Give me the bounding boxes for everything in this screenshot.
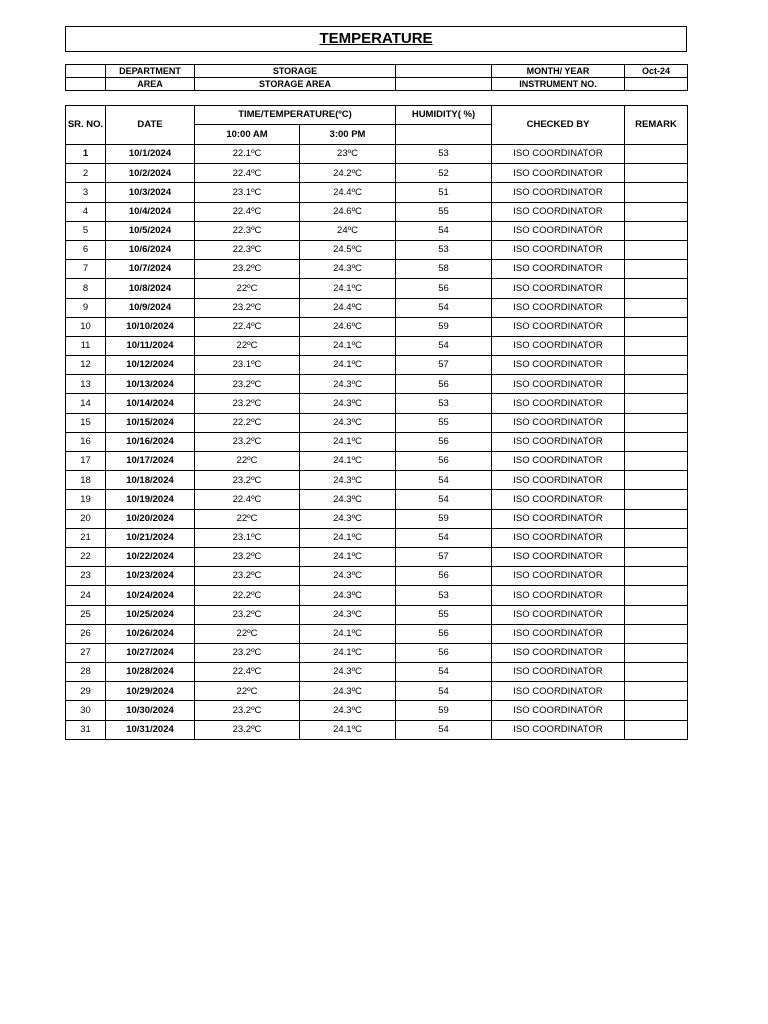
month-year-value[interactable]: Oct-24 [625,65,688,78]
date-cell: 10/16/2024 [106,432,195,451]
temp-pm-cell[interactable]: 24.1ºC [300,624,396,643]
checked-by-cell: ISO COORDINATOR [492,183,625,202]
checked-by-header: CHECKED BY [492,106,625,145]
date-cell: 10/27/2024 [106,643,195,662]
checked-by-cell: ISO COORDINATOR [492,452,625,471]
remark-cell[interactable] [625,567,688,586]
humidity-cell[interactable]: 59 [396,509,492,528]
humidity-cell[interactable]: 56 [396,432,492,451]
temp-am-cell[interactable]: 23.2ºC [195,720,300,739]
area-label: AREA [106,78,195,91]
remark-cell[interactable] [625,145,688,164]
checked-by-cell: ISO COORDINATOR [492,605,625,624]
temp-pm-cell[interactable]: 24.6ºC [300,317,396,336]
table-row [66,643,688,662]
sr-no-cell: 6 [66,240,106,259]
date-cell: 10/26/2024 [106,624,195,643]
log-body [66,145,688,740]
humidity-cell[interactable]: 57 [396,547,492,566]
temp-pm-cell[interactable]: 24.3ºC [300,567,396,586]
humidity-cell[interactable]: 54 [396,471,492,490]
checked-by-cell: ISO COORDINATOR [492,471,625,490]
humidity-cell[interactable]: 56 [396,279,492,298]
table-row [66,356,688,375]
table-row [66,547,688,566]
sr-no-cell: 25 [66,605,106,624]
temp-pm-cell[interactable]: 23ºC [300,145,396,164]
info-row-area [66,78,688,91]
temp-pm-cell[interactable]: 24.1ºC [300,720,396,739]
remark-cell[interactable] [625,528,688,547]
table-row [66,663,688,682]
humidity-cell[interactable]: 58 [396,260,492,279]
temp-am-cell[interactable]: 23.2ºC [195,643,300,662]
checked-by-cell: ISO COORDINATOR [492,279,625,298]
temp-am-cell[interactable]: 22.4ºC [195,663,300,682]
humidity-cell[interactable]: 54 [396,720,492,739]
humidity-header: HUMIDITY( %) [396,106,492,125]
checked-by-cell: ISO COORDINATOR [492,720,625,739]
date-cell: 10/5/2024 [106,221,195,240]
date-cell: 10/20/2024 [106,509,195,528]
temp-pm-cell[interactable]: 24.1ºC [300,336,396,355]
temp-am-cell[interactable]: 23.2ºC [195,298,300,317]
temp-pm-cell[interactable]: 24.3ºC [300,490,396,509]
remark-cell[interactable] [625,375,688,394]
table-row [66,701,688,720]
humidity-cell[interactable]: 53 [396,240,492,259]
temp-am-cell[interactable]: 22.4ºC [195,164,300,183]
date-cell: 10/4/2024 [106,202,195,221]
date-cell: 10/24/2024 [106,586,195,605]
table-row [66,202,688,221]
sr-no-header: SR. NO. [66,106,106,145]
remark-cell[interactable] [625,643,688,662]
info-row-department [66,65,688,78]
checked-by-cell: ISO COORDINATOR [492,356,625,375]
checked-by-cell: ISO COORDINATOR [492,509,625,528]
header-row [66,106,688,125]
temp-am-cell[interactable]: 22.1ºC [195,145,300,164]
temp-pm-cell[interactable]: 24.3ºC [300,586,396,605]
sr-no-cell: 3 [66,183,106,202]
page-title: TEMPERATURE [319,30,433,47]
pm-header: 3:00 PM [300,125,396,145]
table-row [66,471,688,490]
checked-by-cell: ISO COORDINATOR [492,375,625,394]
sr-no-cell: 18 [66,471,106,490]
temp-am-cell[interactable]: 23.2ºC [195,567,300,586]
sr-no-cell: 21 [66,528,106,547]
temp-am-cell[interactable]: 22ºC [195,682,300,701]
date-cell: 10/9/2024 [106,298,195,317]
sr-no-cell: 29 [66,682,106,701]
temp-am-cell[interactable]: 23.1ºC [195,183,300,202]
checked-by-cell: ISO COORDINATOR [492,643,625,662]
temp-am-cell[interactable]: 22ºC [195,279,300,298]
checked-by-cell: ISO COORDINATOR [492,260,625,279]
date-cell: 10/19/2024 [106,490,195,509]
table-row [66,509,688,528]
table-row [66,682,688,701]
info-blank-cell [396,78,492,91]
remark-cell[interactable] [625,720,688,739]
temp-am-cell[interactable]: 23.2ºC [195,375,300,394]
table-row [66,567,688,586]
temp-pm-cell[interactable]: 24.3ºC [300,605,396,624]
area-value[interactable]: STORAGE AREA [195,78,396,91]
temp-am-cell[interactable]: 22.2ºC [195,413,300,432]
remark-cell[interactable] [625,452,688,471]
humidity-cell[interactable]: 54 [396,663,492,682]
humidity-cell[interactable]: 56 [396,643,492,662]
temp-am-cell[interactable]: 23.2ºC [195,432,300,451]
date-cell: 10/7/2024 [106,260,195,279]
temp-am-cell[interactable]: 22.2ºC [195,586,300,605]
table-row [66,413,688,432]
info-blank-cell [66,78,106,91]
humidity-cell[interactable]: 56 [396,375,492,394]
remark-cell[interactable] [625,471,688,490]
temp-pm-cell[interactable]: 24.3ºC [300,471,396,490]
checked-by-cell: ISO COORDINATOR [492,624,625,643]
instrument-no-label: INSTRUMENT NO. [492,78,625,91]
sr-no-cell: 1 [66,145,106,164]
remark-cell[interactable] [625,183,688,202]
table-row [66,452,688,471]
sr-no-cell: 16 [66,432,106,451]
date-cell: 10/23/2024 [106,567,195,586]
remark-cell[interactable] [625,663,688,682]
temp-am-cell[interactable]: 22.4ºC [195,490,300,509]
humidity-cell[interactable]: 56 [396,567,492,586]
table-row [66,240,688,259]
info-blank-cell [66,65,106,78]
sr-no-cell: 15 [66,413,106,432]
date-cell: 10/29/2024 [106,682,195,701]
humidity-cell[interactable]: 56 [396,624,492,643]
checked-by-cell: ISO COORDINATOR [492,490,625,509]
sr-no-cell: 20 [66,509,106,528]
remark-cell[interactable] [625,221,688,240]
table-row [66,394,688,413]
date-cell: 10/11/2024 [106,336,195,355]
humidity-cell[interactable]: 54 [396,221,492,240]
month-year-label: MONTH/ YEAR [492,65,625,78]
humidity-cell[interactable]: 51 [396,183,492,202]
temp-am-cell[interactable]: 23.2ºC [195,260,300,279]
date-cell: 10/30/2024 [106,701,195,720]
temp-pm-cell[interactable]: 24.1ºC [300,547,396,566]
checked-by-cell: ISO COORDINATOR [492,336,625,355]
remark-cell[interactable] [625,490,688,509]
checked-by-cell: ISO COORDINATOR [492,528,625,547]
humidity-cell[interactable]: 54 [396,528,492,547]
date-cell: 10/15/2024 [106,413,195,432]
humidity-cell[interactable]: 55 [396,413,492,432]
humidity-cell[interactable]: 59 [396,317,492,336]
table-row [66,720,688,739]
sr-no-cell: 5 [66,221,106,240]
remark-cell[interactable] [625,682,688,701]
temp-pm-cell[interactable]: 24.2ºC [300,164,396,183]
remark-cell[interactable] [625,336,688,355]
humidity-subheader-blank [396,125,492,145]
temp-am-cell[interactable]: 23.2ºC [195,605,300,624]
temp-am-cell[interactable]: 23.2ºC [195,701,300,720]
date-cell: 10/1/2024 [106,145,195,164]
remark-cell[interactable] [625,432,688,451]
table-row [66,183,688,202]
table-row [66,432,688,451]
temp-pm-cell[interactable]: 24.3ºC [300,394,396,413]
table-row [66,317,688,336]
remark-cell[interactable] [625,605,688,624]
sr-no-cell: 7 [66,260,106,279]
remark-cell[interactable] [625,413,688,432]
humidity-cell[interactable]: 56 [396,452,492,471]
temp-am-cell[interactable]: 23.1ºC [195,528,300,547]
table-row [66,298,688,317]
date-cell: 10/3/2024 [106,183,195,202]
humidity-cell[interactable]: 53 [396,394,492,413]
temp-pm-cell[interactable]: 24.1ºC [300,452,396,471]
sr-no-cell: 4 [66,202,106,221]
temp-am-cell[interactable]: 23.2ºC [195,394,300,413]
table-row [66,586,688,605]
temp-pm-cell[interactable]: 24.1ºC [300,528,396,547]
remark-cell[interactable] [625,586,688,605]
checked-by-cell: ISO COORDINATOR [492,298,625,317]
remark-cell[interactable] [625,240,688,259]
remark-cell[interactable] [625,624,688,643]
temp-pm-cell[interactable]: 24.3ºC [300,260,396,279]
sr-no-cell: 22 [66,547,106,566]
date-cell: 10/25/2024 [106,605,195,624]
instrument-no-value[interactable] [625,78,688,91]
title-box [65,26,687,52]
checked-by-cell: ISO COORDINATOR [492,221,625,240]
remark-cell[interactable] [625,317,688,336]
remark-header: REMARK [625,106,688,145]
table-row [66,260,688,279]
checked-by-cell: ISO COORDINATOR [492,586,625,605]
checked-by-cell: ISO COORDINATOR [492,567,625,586]
sr-no-cell: 12 [66,356,106,375]
humidity-cell[interactable]: 54 [396,298,492,317]
sr-no-cell: 9 [66,298,106,317]
temp-pm-cell[interactable]: 24.4ºC [300,298,396,317]
temp-am-cell[interactable]: 22.3ºC [195,221,300,240]
temp-pm-cell[interactable]: 24.1ºC [300,643,396,662]
temp-am-cell[interactable]: 22ºC [195,336,300,355]
table-row [66,279,688,298]
table-row [66,605,688,624]
sr-no-cell: 30 [66,701,106,720]
table-row [66,221,688,240]
department-value[interactable]: STORAGE [195,65,396,78]
sr-no-cell: 2 [66,164,106,183]
sr-no-cell: 28 [66,663,106,682]
table-row [66,164,688,183]
temp-pm-cell[interactable]: 24.3ºC [300,375,396,394]
checked-by-cell: ISO COORDINATOR [492,663,625,682]
remark-cell[interactable] [625,547,688,566]
humidity-cell[interactable]: 55 [396,202,492,221]
table-row [66,145,688,164]
temp-pm-cell[interactable]: 24.3ºC [300,701,396,720]
sr-no-cell: 8 [66,279,106,298]
temp-pm-cell[interactable]: 24.3ºC [300,682,396,701]
humidity-cell[interactable]: 54 [396,490,492,509]
checked-by-cell: ISO COORDINATOR [492,432,625,451]
temp-pm-cell[interactable]: 24.6ºC [300,202,396,221]
checked-by-cell: ISO COORDINATOR [492,164,625,183]
humidity-cell[interactable]: 57 [396,356,492,375]
remark-cell[interactable] [625,164,688,183]
remark-cell[interactable] [625,298,688,317]
checked-by-cell: ISO COORDINATOR [492,701,625,720]
date-cell: 10/12/2024 [106,356,195,375]
humidity-cell[interactable]: 59 [396,701,492,720]
temp-am-cell[interactable]: 22ºC [195,452,300,471]
humidity-cell[interactable]: 52 [396,164,492,183]
date-cell: 10/13/2024 [106,375,195,394]
checked-by-cell: ISO COORDINATOR [492,394,625,413]
sr-no-cell: 13 [66,375,106,394]
temp-am-cell[interactable]: 22ºC [195,624,300,643]
humidity-cell[interactable]: 54 [396,336,492,355]
temp-am-cell[interactable]: 22.3ºC [195,240,300,259]
remark-cell[interactable] [625,356,688,375]
checked-by-cell: ISO COORDINATOR [492,202,625,221]
info-table [65,64,688,91]
remark-cell[interactable] [625,202,688,221]
sr-no-cell: 26 [66,624,106,643]
temp-pm-cell[interactable]: 24.1ºC [300,279,396,298]
date-cell: 10/8/2024 [106,279,195,298]
remark-cell[interactable] [625,260,688,279]
date-cell: 10/10/2024 [106,317,195,336]
sr-no-cell: 10 [66,317,106,336]
temp-pm-cell[interactable]: 24.4ºC [300,183,396,202]
date-cell: 10/28/2024 [106,663,195,682]
temp-pm-cell[interactable]: 24.1ºC [300,432,396,451]
temp-am-cell[interactable]: 23.1ºC [195,356,300,375]
sr-no-cell: 19 [66,490,106,509]
temp-am-cell[interactable]: 22.4ºC [195,317,300,336]
checked-by-cell: ISO COORDINATOR [492,413,625,432]
remark-cell[interactable] [625,701,688,720]
humidity-cell[interactable]: 53 [396,145,492,164]
humidity-cell[interactable]: 53 [396,586,492,605]
sr-no-cell: 14 [66,394,106,413]
humidity-cell[interactable]: 55 [396,605,492,624]
temp-pm-cell[interactable]: 24.1ºC [300,356,396,375]
date-cell: 10/22/2024 [106,547,195,566]
sr-no-cell: 17 [66,452,106,471]
checked-by-cell: ISO COORDINATOR [492,317,625,336]
temp-am-cell[interactable]: 22ºC [195,509,300,528]
info-blank-cell [396,65,492,78]
am-header: 10:00 AM [195,125,300,145]
temperature-log-table [65,105,688,740]
table-row [66,490,688,509]
remark-cell[interactable] [625,509,688,528]
checked-by-cell: ISO COORDINATOR [492,240,625,259]
temp-am-cell[interactable]: 23.2ºC [195,547,300,566]
checked-by-cell: ISO COORDINATOR [492,547,625,566]
sr-no-cell: 27 [66,643,106,662]
humidity-cell[interactable]: 54 [396,682,492,701]
temp-pm-cell[interactable]: 24.5ºC [300,240,396,259]
table-row [66,375,688,394]
date-cell: 10/17/2024 [106,452,195,471]
date-cell: 10/18/2024 [106,471,195,490]
temp-pm-cell[interactable]: 24.3ºC [300,509,396,528]
checked-by-cell: ISO COORDINATOR [492,145,625,164]
sr-no-cell: 11 [66,336,106,355]
time-temperature-header: TIME/TEMPERATURE(ºC) [195,106,396,125]
checked-by-cell: ISO COORDINATOR [492,682,625,701]
temp-am-cell[interactable]: 23.2ºC [195,471,300,490]
temp-pm-cell[interactable]: 24ºC [300,221,396,240]
date-cell: 10/31/2024 [106,720,195,739]
table-row [66,528,688,547]
remark-cell[interactable] [625,394,688,413]
sr-no-cell: 24 [66,586,106,605]
date-cell: 10/6/2024 [106,240,195,259]
department-label: DEPARTMENT [106,65,195,78]
date-cell: 10/21/2024 [106,528,195,547]
sr-no-cell: 31 [66,720,106,739]
temp-am-cell[interactable]: 22.4ºC [195,202,300,221]
sr-no-cell: 23 [66,567,106,586]
temp-pm-cell[interactable]: 24.3ºC [300,413,396,432]
date-cell: 10/14/2024 [106,394,195,413]
date-cell: 10/2/2024 [106,164,195,183]
temp-pm-cell[interactable]: 24.3ºC [300,663,396,682]
date-header: DATE [106,106,195,145]
table-row [66,336,688,355]
remark-cell[interactable] [625,279,688,298]
table-row [66,624,688,643]
